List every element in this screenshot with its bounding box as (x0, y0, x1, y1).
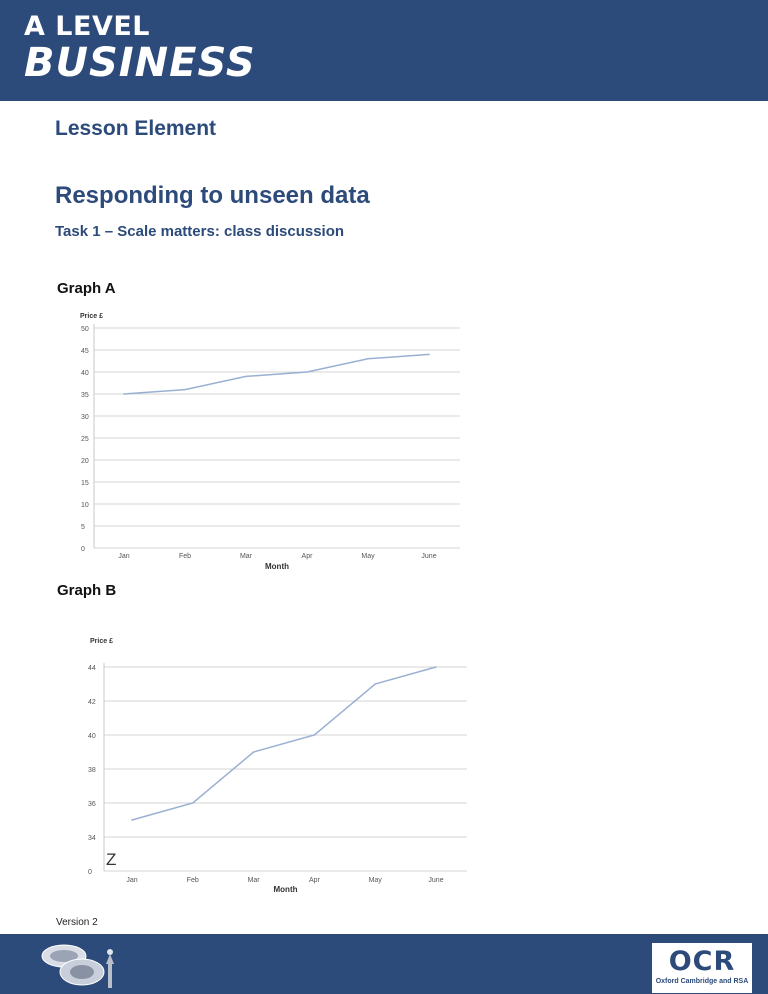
lesson-element-heading: Lesson Element (55, 117, 217, 140)
data-point (245, 376, 247, 378)
x-axis-label: Month (273, 885, 298, 894)
y-tick-label: 45 (81, 348, 89, 355)
x-tick-label: Mar (239, 553, 253, 560)
price-series-line (124, 354, 429, 394)
y-tick-label: 44 (88, 665, 96, 672)
x-tick-label: Apr (301, 553, 313, 560)
graph-a-chart (0, 310, 768, 580)
a-level-business-logo (24, 12, 256, 85)
y-tick-label: 15 (81, 480, 89, 487)
y-tick-label: 40 (81, 370, 89, 377)
y-tick-label: 35 (81, 392, 89, 399)
y-tick-label: 25 (81, 436, 89, 443)
data-point (367, 358, 369, 360)
data-point (374, 683, 376, 685)
version-label: Version 2 (56, 917, 98, 928)
ocr-logo-letters: OCR (668, 946, 736, 977)
logo-line-1: A LEVEL (24, 11, 150, 42)
data-point (184, 389, 186, 391)
y-axis-label: Price £ (80, 313, 103, 320)
x-tick-label: Mar (247, 877, 260, 884)
graph-b-chart (0, 630, 768, 900)
y-tick-label: 40 (88, 733, 96, 740)
y-tick-label: 38 (88, 767, 96, 774)
x-tick-label: Jan (126, 877, 138, 884)
graph-b-label: Graph B (57, 582, 117, 599)
y-tick-label: 36 (88, 801, 96, 808)
y-tick-label: 20 (81, 458, 89, 465)
x-tick-label: May (368, 877, 382, 884)
ocr-tagline: Oxford Cambridge and RSA (655, 978, 749, 985)
school-crest-icon (38, 940, 126, 994)
x-tick-label: Apr (308, 877, 320, 884)
x-tick-label: Feb (178, 553, 192, 560)
data-point (123, 393, 125, 395)
x-tick-label: Jan (118, 553, 130, 560)
y-tick-label: 42 (88, 699, 96, 706)
y-tick-label: 5 (81, 524, 85, 531)
price-series-line (132, 667, 436, 820)
y-tick-label: 34 (88, 835, 96, 842)
y-tick-label: 0 (88, 869, 92, 876)
data-point (192, 802, 194, 804)
x-tick-label: May (361, 553, 375, 560)
y-tick-label: 50 (81, 326, 89, 333)
logo-line-2: BUSINESS (24, 40, 256, 86)
data-point (435, 666, 437, 668)
x-axis-label: Month (265, 562, 289, 571)
x-tick-label: Feb (186, 877, 199, 884)
ocr-logo (652, 943, 752, 993)
data-point (306, 371, 308, 373)
graph-a-label: Graph A (57, 280, 116, 297)
data-point (253, 751, 255, 753)
data-point (314, 734, 316, 736)
axis-break-mark: Z (106, 850, 117, 869)
x-tick-label: June (428, 877, 444, 884)
y-tick-label: 0 (81, 546, 85, 553)
task-heading: Task 1 – Scale matters: class discussion (55, 223, 345, 240)
data-point (428, 354, 430, 356)
data-point (131, 819, 133, 821)
x-tick-label: June (421, 553, 437, 560)
y-axis-label: Price £ (90, 638, 113, 645)
y-tick-label: 10 (81, 502, 89, 509)
y-tick-label: 30 (81, 414, 89, 421)
document-title: Responding to unseen data (55, 182, 370, 209)
